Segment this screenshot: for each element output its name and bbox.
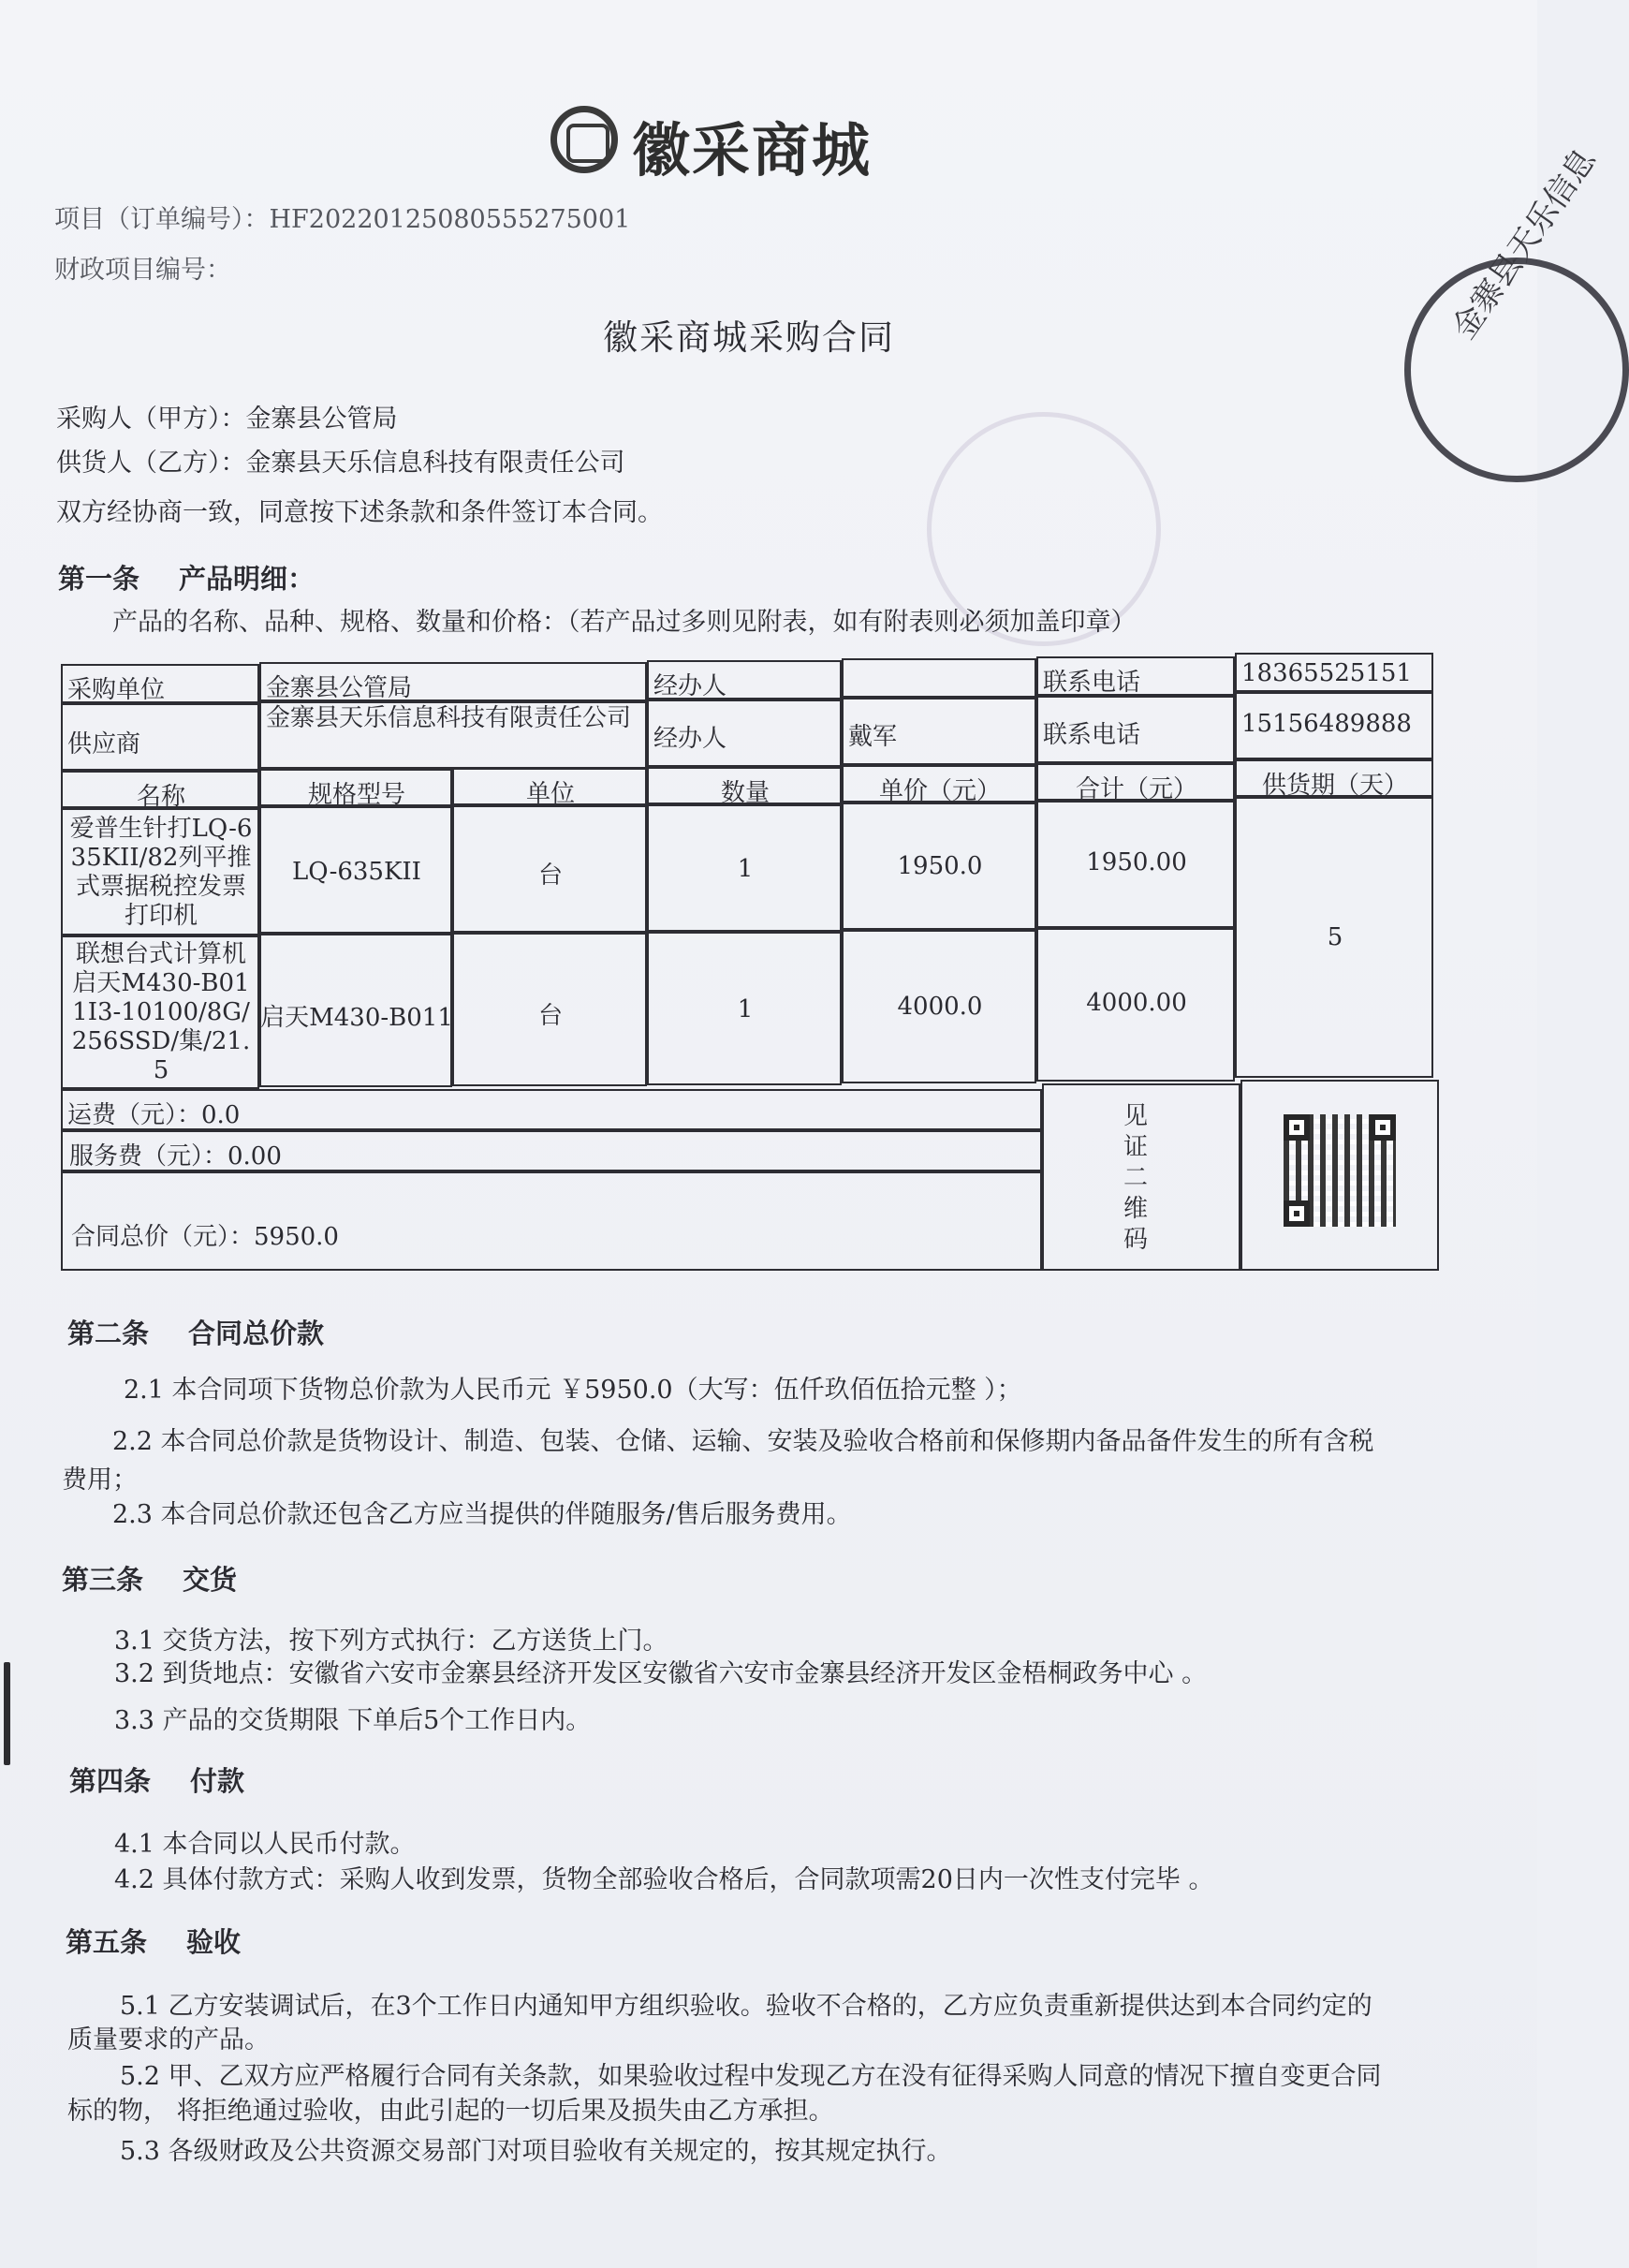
- clause-2-2-cont: 费用；: [62, 1465, 138, 1495]
- col-qty-header: 数量: [720, 779, 770, 807]
- buyer-phone-label: 联系电话: [1043, 669, 1141, 697]
- witness-qr-code[interactable]: [1284, 1114, 1396, 1227]
- buyer-unit-label: 采购单位: [67, 676, 166, 704]
- col-price-header: 单价（元）: [878, 777, 1001, 805]
- clause-2-1: 2.1 本合同项下货物总价款为人民币元 ￥5950.0（大写：伍仟玖佰伍拾元整 ）；: [124, 1376, 1022, 1405]
- buyer-unit-value: 金寨县公管局: [266, 674, 413, 702]
- clause-5-3: 5.3 各级财政及公共资源交易部门对项目验收有关规定的，按其规定执行。: [120, 2137, 952, 2166]
- supplier-handler-label: 经办人: [653, 725, 727, 753]
- col-unit-header: 单位: [525, 780, 575, 808]
- order-number: 项目（订单编号）：HF20220125080555275001: [54, 205, 631, 234]
- logo-mark-icon: [550, 106, 618, 173]
- qr-finder-icon: [1370, 1114, 1396, 1141]
- col-total-header: 合计（元）: [1075, 775, 1197, 803]
- delivery-days: 5: [1327, 923, 1343, 951]
- article4-title: 付款: [190, 1765, 245, 1797]
- col-model-header: 规格型号: [307, 781, 405, 809]
- article1-intro: 产品的名称、品种、规格、数量和价格：（若产品过多则见附表，如有附表则必须加盖印章）: [112, 608, 1137, 637]
- item2-unit: 台: [537, 1002, 563, 1030]
- buyer-phone-value: 18365525151: [1241, 659, 1412, 687]
- contract-title: 徽采商城采购合同: [603, 317, 895, 358]
- item1-model: LQ-635KII: [292, 858, 421, 886]
- supplier-phone-label: 联系电话: [1043, 721, 1141, 749]
- item2-qty: 1: [737, 995, 754, 1024]
- service-fee-line: 服务费（元）：0.00: [69, 1142, 282, 1171]
- company-seal: [1404, 141, 1629, 482]
- article4-number: 第四条: [69, 1765, 152, 1797]
- qr-finder-icon: [1284, 1200, 1310, 1227]
- product-table: [62, 644, 1451, 1272]
- clause-5-1-cont: 质量要求的产品。: [67, 2025, 270, 2054]
- clause-2-3: 2.3 本合同总价款还包含乙方应当提供的伴随服务/售后服务费用。: [112, 1500, 852, 1529]
- qr-finder-icon: [1284, 1114, 1310, 1141]
- supplier-value: 金寨县天乐信息科技有限责任公司: [266, 704, 632, 732]
- article3-heading: [62, 1559, 237, 1598]
- article1-title: 产品明细：: [179, 563, 316, 595]
- item1-total: 1950.00: [1086, 848, 1187, 876]
- col-delivery-header: 供货期（天）: [1261, 772, 1408, 800]
- item1-qty: 1: [737, 855, 754, 883]
- article1-heading: [58, 558, 315, 596]
- agreement-line: 双方经协商一致，同意按下述条款和条件签订本合同。: [56, 498, 663, 527]
- logo-name: 徽采商城: [632, 116, 873, 184]
- supplier-handler-value: 戴军: [848, 723, 898, 751]
- item2-model: 启天M430-B011: [260, 1004, 453, 1032]
- clause-4-2: 4.2 具体付款方式：采购人收到发票，货物全部验收合格后，合同款项需20日内一次性支付完毕 。: [114, 1865, 1214, 1894]
- article3-title: 交货: [183, 1564, 238, 1596]
- item1-price: 1950.0: [897, 852, 983, 880]
- article5-number: 第五条: [66, 1926, 148, 1958]
- item1-unit: 台: [537, 862, 563, 890]
- buyer-line: 采购人（甲方）：金寨县公管局: [56, 405, 398, 434]
- article2-heading: [67, 1313, 324, 1351]
- finance-project-number: 财政项目编号：: [54, 256, 231, 285]
- item2-name: 联想台式计算机启天M430-B011I3-10100/8G/256SSD/集/21.5: [71, 940, 251, 1084]
- article5-title: 验收: [186, 1926, 242, 1958]
- binding-mark: [4, 1662, 10, 1765]
- huicai-logo: [543, 98, 899, 183]
- cell: [842, 658, 1036, 698]
- freight-line: 运费（元）：0.0: [67, 1101, 241, 1129]
- supplier-label: 供应商: [67, 730, 141, 758]
- supplier-line: 供货人（乙方）：金寨县天乐信息科技有限责任公司: [56, 449, 625, 478]
- buyer-handler-label: 经办人: [653, 672, 727, 700]
- clause-5-2-cont: 标的物， 将拒绝通过验收，由此引起的一切后果及损失由乙方承担。: [67, 2097, 834, 2126]
- article1-number: 第一条: [58, 563, 140, 595]
- qr-label: 见证二维码: [1123, 1102, 1148, 1254]
- clause-3-2: 3.2 到货地点：安徽省六安市金寨县经济开发区安徽省六安市金寨县经济开发区金梧桐政务中心 。: [114, 1659, 1208, 1688]
- item2-total: 4000.00: [1086, 989, 1187, 1017]
- supplier-phone-value: 15156489888: [1241, 710, 1412, 738]
- clause-5-2: 5.2 甲、乙双方应严格履行合同有关条款，如果验收过程中发现乙方在没有征得采购人同意的情况下擅自变更合同: [120, 2062, 1382, 2091]
- col-name-header: 名称: [136, 783, 185, 811]
- article3-number: 第三条: [62, 1564, 144, 1596]
- clause-3-1: 3.1 交货方法，按下列方式执行：乙方送货上门。: [114, 1627, 668, 1656]
- article2-title: 合同总价款: [188, 1318, 325, 1349]
- clause-2-2: 2.2 本合同总价款是货物设计、制造、包装、仓储、运输、安装及验收合格前和保修期内备品备件发生的所有含税: [112, 1427, 1374, 1456]
- clause-3-3: 3.3 产品的交货期限 下单后5个工作日内。: [114, 1706, 592, 1735]
- clause-5-1: 5.1 乙方安装调试后，在3个工作日内通知甲方组织验收。验收不合格的，乙方应负责重新提供达到本合同约定的: [120, 1992, 1372, 2021]
- article5-heading: [66, 1922, 241, 1960]
- seal-text: 金寨县天乐信息: [1445, 141, 1604, 346]
- article4-heading: [69, 1760, 244, 1799]
- article2-number: 第二条: [67, 1318, 150, 1349]
- item2-price: 4000.0: [897, 993, 983, 1021]
- clause-4-1: 4.1 本合同以人民币付款。: [114, 1830, 416, 1859]
- contract-total-line: 合同总价（元）：5950.0: [71, 1223, 339, 1251]
- item1-name: 爱普生针打LQ-635KII/82列平推式票据税控发票打印机: [69, 815, 253, 930]
